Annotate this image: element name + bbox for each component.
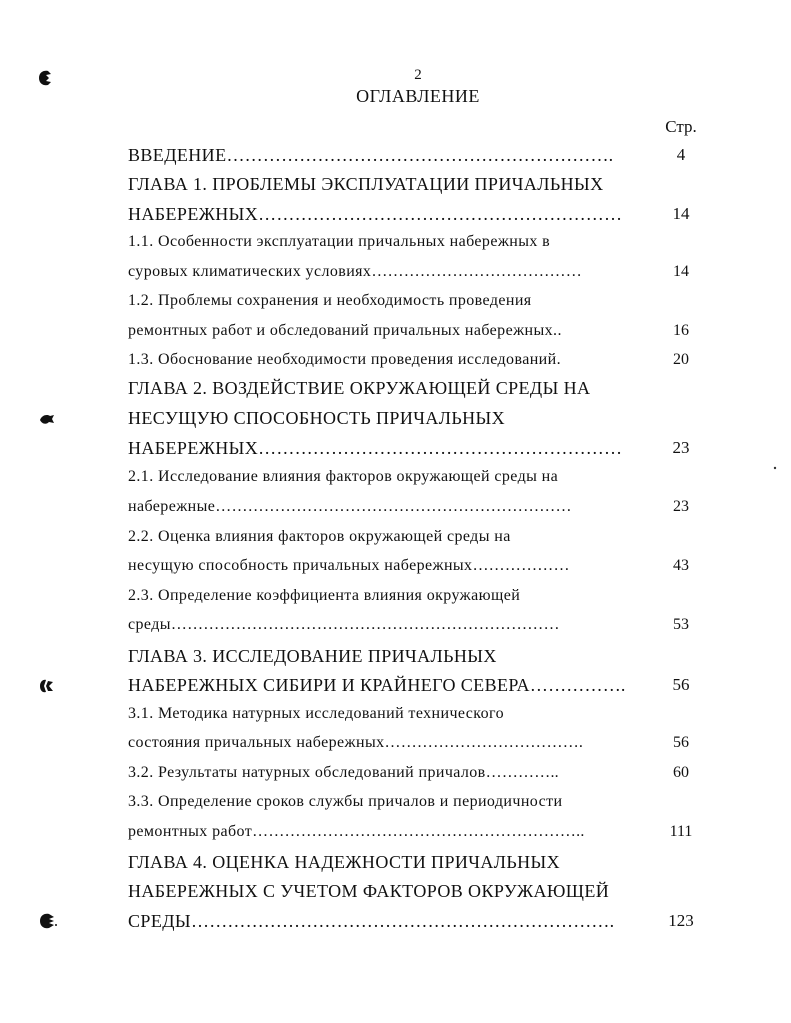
toc-leader-dots: ………….. (485, 764, 559, 781)
toc-entry-line (128, 261, 582, 283)
toc-entry-text: суровых климатических условиях (128, 263, 372, 280)
toc-page-number: 4 (676, 145, 686, 164)
toc-entry-line (128, 376, 590, 400)
toc-entry-line (128, 231, 550, 253)
page-column-header: Стр. (665, 117, 697, 136)
toc-page-number: 53 (673, 616, 689, 633)
toc-entry-text: 3.1. Методика натурных исследований технического (128, 705, 505, 722)
toc-entry-line (128, 585, 520, 607)
toc-entry-text: СРЕДЫ (128, 911, 191, 931)
toc-entry-line (128, 496, 572, 518)
toc-entry-line (128, 143, 613, 167)
toc-entry-text: ремонтных работ и обследований причальных набережных.. (128, 322, 562, 339)
toc-entry-line (128, 850, 560, 874)
toc-entry-text: ремонтных работ (128, 823, 253, 840)
toc-entry-text: среды (128, 616, 171, 633)
toc-entry-text: НАБЕРЕЖНЫХ СИБИРИ И КРАЙНЕГО СЕВЕРА (128, 675, 530, 695)
toc-page-number: 23 (672, 438, 690, 457)
toc-entry-line (128, 202, 622, 226)
toc-page-number: 123 (668, 911, 694, 930)
toc-entry-text: НАБЕРЕЖНЫХ (128, 438, 259, 458)
toc-entry-text: НАБЕРЕЖНЫХ С УЧЕТОМ ФАКТОРОВ ОКРУЖАЮЩЕЙ (128, 881, 610, 901)
toc-leader-dots: …………………………………………………….. (252, 823, 585, 840)
toc-entry-text: ГЛАВА 4. ОЦЕНКА НАДЕЖНОСТИ ПРИЧАЛЬНЫХ (128, 852, 560, 872)
toc-entry-line (128, 703, 504, 725)
toc-entry-text: 1.1. Особенности эксплуатации причальных набережных в (128, 233, 551, 250)
page-title: ОГЛАВЛЕНИЕ (356, 86, 480, 106)
toc-entry-text: НАБЕРЕЖНЫХ (128, 204, 259, 224)
toc-entry-text: НЕСУЩУЮ СПОСОБНОСТЬ ПРИЧАЛЬНЫХ (128, 408, 505, 428)
toc-entry-line (128, 406, 505, 430)
toc-leader-dots: ……………… (472, 557, 570, 574)
toc-entry-line (128, 821, 585, 843)
toc-entry-text: 3.2. Результаты натурных обследований причалов (128, 764, 486, 781)
toc-entry-line (128, 732, 583, 754)
toc-leader-dots: …………………………………………………… (258, 204, 623, 224)
toc-page-number: 14 (672, 204, 690, 223)
toc-entry-text: 2.2. Оценка влияния факторов окружающей среды на (128, 528, 511, 545)
toc-entry-line (128, 644, 497, 668)
toc-entry-line (128, 909, 614, 933)
toc-entry-text: несущую способность причальных набережных (128, 557, 473, 574)
toc-page-number: 60 (673, 764, 689, 781)
toc-entry-text: ГЛАВА 1. ПРОБЛЕМЫ ЭКСПЛУАТАЦИИ ПРИЧАЛЬНЫХ (128, 174, 604, 194)
toc-page-number: 20 (673, 351, 689, 368)
toc-page-number: 56 (672, 675, 690, 694)
toc-entry-text: 1.3. Обоснование необходимости проведения исследований. (128, 351, 561, 368)
page-number: 2 (414, 67, 422, 83)
toc-page-number: 23 (673, 498, 689, 515)
toc-page-number: 14 (673, 263, 689, 280)
toc-entry-line (128, 526, 511, 548)
toc-leader-dots: ………………………………………………………. (226, 145, 614, 165)
toc-leader-dots: ……………………………………………………………… (170, 616, 560, 633)
toc-page-number: 56 (673, 734, 689, 751)
toc-page-number: 16 (673, 322, 689, 339)
toc-entry-text: ВВЕДЕНИЕ (128, 145, 227, 165)
toc-entry-text: 1.2. Проблемы сохранения и необходимость проведения (128, 292, 532, 309)
toc-entry-line (128, 555, 570, 577)
toc-leader-dots: ……………………………………………………………. (191, 911, 615, 931)
toc-page-number: 43 (673, 557, 689, 574)
toc-entry-text: 2.1. Исследование влияния факторов окружающей среды на (128, 468, 559, 485)
toc-leader-dots: ……………. (529, 675, 626, 695)
toc-leader-dots: ………………………………. (384, 734, 584, 751)
toc-leader-dots: …………………………………………………… (258, 438, 623, 458)
toc-page-number: 111 (669, 823, 693, 840)
toc-entry-text: 3.3. Определение сроков службы причалов и периодичности (128, 793, 563, 810)
toc-entry-line (128, 466, 558, 488)
toc-entry-line (128, 614, 560, 636)
toc-entry-text: состояния причальных набережных (128, 734, 385, 751)
toc-leader-dots: ………………………………… (371, 263, 582, 280)
toc-entry-line (128, 673, 626, 697)
toc-entry-text: ГЛАВА 2. ВОЗДЕЙСТВИЕ ОКРУЖАЮЩЕЙ СРЕДЫ НА (128, 378, 591, 398)
toc-entry-line (128, 290, 532, 312)
toc-entry-text: ГЛАВА 3. ИССЛЕДОВАНИЕ ПРИЧАЛЬНЫХ (128, 646, 497, 666)
toc-entry-line (128, 762, 559, 784)
toc-entry-text: набережные (128, 498, 216, 515)
toc-entry-line (128, 791, 562, 813)
toc-entry-line (128, 349, 561, 371)
toc-entry-line (128, 320, 562, 342)
toc-entry-line (128, 879, 609, 903)
toc-entry-line (128, 436, 622, 460)
toc-leader-dots: ………………………………………………………… (215, 498, 572, 515)
toc-entry-text: 2.3. Определение коэффициента влияния окружающей (128, 587, 521, 604)
toc-entry-line (128, 172, 603, 196)
